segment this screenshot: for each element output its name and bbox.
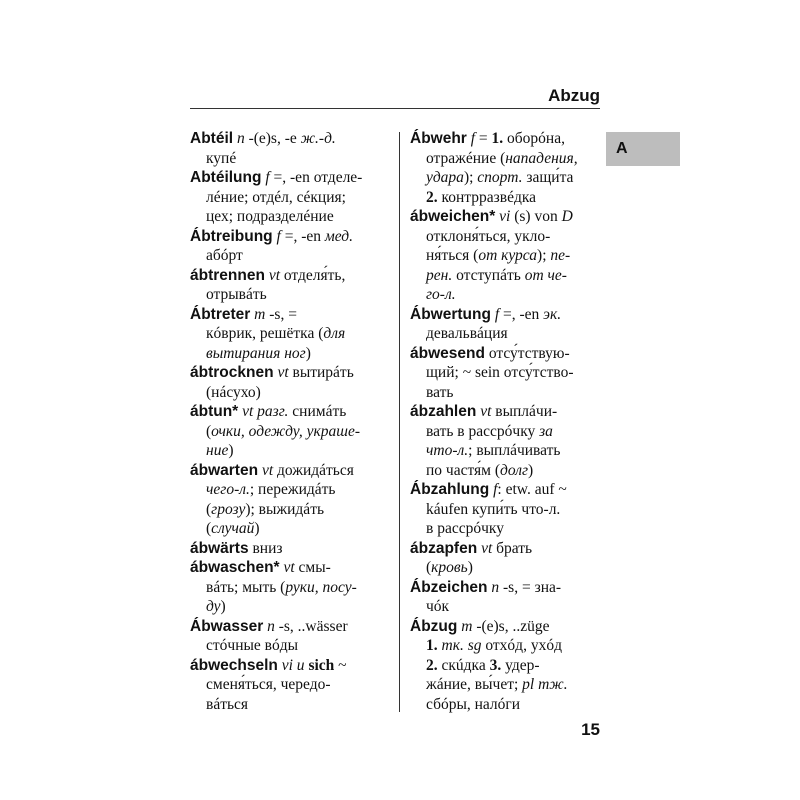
entry-text: n xyxy=(236,130,245,147)
entry-text: отделя́ть, xyxy=(280,266,346,284)
entry-text: жáние, вы́чет; xyxy=(426,676,523,693)
dictionary-entry xyxy=(410,305,602,344)
entry-headword: Abtéil xyxy=(190,130,234,147)
entry-headword: ábzapfen xyxy=(410,539,478,557)
entry-first-line xyxy=(190,363,388,383)
entry-first-line xyxy=(190,129,388,149)
entry-continuation-line xyxy=(410,383,602,403)
entry-text: тк. sg xyxy=(441,637,482,654)
entry-text: vt xyxy=(481,539,493,557)
entry-first-line xyxy=(410,305,602,325)
entry-continuation-line xyxy=(190,246,388,266)
entry-first-line xyxy=(410,207,602,227)
entry-text: пе- xyxy=(550,247,571,264)
dictionary-entry xyxy=(410,207,602,305)
entry-continuation-line xyxy=(410,656,602,676)
entry-continuation-line xyxy=(190,480,388,500)
entry-text: грозу xyxy=(211,500,246,518)
entry-text: что-л. xyxy=(426,442,469,459)
entry-text: =, -en отделе- xyxy=(269,169,363,186)
dictionary-entry xyxy=(190,168,388,227)
entry-continuation-line xyxy=(410,461,602,481)
entry-headword: ábwechseln xyxy=(190,656,278,674)
entry-continuation-line xyxy=(190,188,388,208)
entry-text: вниз xyxy=(248,539,283,557)
entry-text: =, -en xyxy=(499,305,544,323)
entry-text: f xyxy=(276,227,281,245)
dictionary-entry xyxy=(190,461,388,539)
entry-text: щий; ~ sein отсу́тство- xyxy=(426,364,574,381)
entry-continuation-line xyxy=(410,324,602,344)
entry-text: káufen купи́ть что-л. xyxy=(426,500,561,518)
entry-continuation-line xyxy=(410,168,602,188)
entry-continuation-line xyxy=(190,578,388,598)
header-rule xyxy=(190,108,600,109)
entry-text: отклоня́ться, укло- xyxy=(426,227,551,245)
entry-text: : etw. auf ~ xyxy=(497,481,567,498)
entry-headword: ábwarten xyxy=(190,461,259,479)
entry-text: купé xyxy=(206,149,237,167)
entry-text: =, -en xyxy=(280,227,325,245)
entry-continuation-line xyxy=(410,422,602,442)
entry-headword: Ábtreter xyxy=(190,305,251,323)
entry-first-line xyxy=(190,558,388,578)
entry-text: чего-л. xyxy=(206,481,250,498)
entry-text: удара xyxy=(426,169,464,186)
dictionary-entry xyxy=(190,617,388,656)
entry-continuation-line xyxy=(410,636,602,656)
entry-text: ( xyxy=(426,559,432,576)
entry-first-line xyxy=(190,227,388,247)
entry-continuation-line xyxy=(190,422,388,442)
entry-text: рен. xyxy=(426,266,453,284)
entry-text: ) xyxy=(528,461,534,479)
entry-text: вáться xyxy=(206,695,249,713)
entry-continuation-line xyxy=(190,441,388,461)
entry-text: ние xyxy=(206,442,229,459)
entry-first-line xyxy=(190,402,388,422)
entry-text: отражéние ( xyxy=(426,149,506,167)
dictionary-entry xyxy=(190,266,388,305)
entry-continuation-line xyxy=(410,558,602,578)
entry-text: за xyxy=(539,422,553,440)
dictionary-entry xyxy=(410,129,602,207)
entry-text: = xyxy=(475,130,492,147)
dictionary-entry xyxy=(190,363,388,402)
entry-text: очки, одежду, украше- xyxy=(211,422,361,440)
entry-text: эк. xyxy=(543,305,562,323)
entry-text: ж.-д. xyxy=(300,130,336,147)
entry-first-line xyxy=(410,578,602,598)
entry-headword: Ábtreibung xyxy=(190,227,273,245)
dictionary-entry xyxy=(190,227,388,266)
entry-text: скúдка xyxy=(437,656,490,674)
entry-text: (нáсухо) xyxy=(206,383,261,401)
entry-text: нападения, xyxy=(505,149,578,167)
entry-first-line xyxy=(190,617,388,637)
entry-first-line xyxy=(410,539,602,559)
entry-text: f xyxy=(494,305,500,323)
entry-continuation-line xyxy=(410,695,602,715)
entry-text: отступáть xyxy=(452,266,525,284)
dictionary-entry xyxy=(410,402,602,480)
entry-text: для xyxy=(323,325,346,342)
entry-text: мед. xyxy=(324,227,353,245)
entry-text: вать в рассрóчку xyxy=(426,422,540,440)
entry-headword: Ábzug xyxy=(410,617,458,635)
dictionary-entry xyxy=(190,402,388,461)
entry-text: 2. xyxy=(426,656,438,674)
entry-text: отхóд, ухóд xyxy=(481,637,562,654)
entry-text: vt xyxy=(261,461,274,479)
entry-text: 1. xyxy=(426,637,438,654)
entry-headword: Ábzeichen xyxy=(410,578,488,596)
entry-text: сменя́ться, чередо- xyxy=(206,676,331,693)
entry-first-line xyxy=(190,656,388,676)
entry-continuation-line xyxy=(410,441,602,461)
entry-text: 3. xyxy=(489,656,502,674)
entry-continuation-line xyxy=(190,207,388,227)
entry-text: -s, = xyxy=(265,305,297,323)
left-column xyxy=(190,129,388,714)
entry-text: ; пережидáть xyxy=(249,481,336,498)
entry-headword: ábtun* xyxy=(190,403,239,420)
entry-continuation-line xyxy=(190,149,388,169)
entry-first-line xyxy=(410,402,602,422)
entry-text: ) xyxy=(220,598,226,615)
entry-text: ( xyxy=(206,520,212,537)
entry-text: ( xyxy=(206,422,212,440)
entry-continuation-line xyxy=(410,675,602,695)
entry-text: в рассрóчку xyxy=(426,520,504,537)
entry-text: удер- xyxy=(501,656,540,674)
entry-text: выплáчи- xyxy=(491,403,558,420)
entry-first-line xyxy=(190,305,388,325)
dictionary-entry xyxy=(190,558,388,617)
entry-text: m xyxy=(254,305,266,323)
entry-text: ) xyxy=(228,442,234,459)
entry-text: от че- xyxy=(524,266,567,284)
dictionary-entry xyxy=(410,480,602,539)
entry-text: девальвáция xyxy=(426,325,508,342)
entry-text: sich xyxy=(308,656,335,674)
dictionary-entry xyxy=(410,617,602,715)
entry-text: от курса xyxy=(478,247,538,264)
entry-text: чóк xyxy=(426,598,450,615)
entry-text: отрывáть xyxy=(206,286,267,303)
entry-text: цех; подразделéние xyxy=(206,208,334,225)
entry-continuation-line xyxy=(190,285,388,305)
entry-text: вытирания ног xyxy=(206,344,306,362)
entry-headword: ábzahlen xyxy=(410,403,477,420)
entry-text: f xyxy=(265,169,270,186)
entry-text: кóврик, решётка ( xyxy=(206,325,324,342)
entry-headword: ábtrennen xyxy=(190,266,265,284)
entry-text: vt xyxy=(283,559,295,576)
entry-text: ) xyxy=(254,520,260,537)
entry-headword: ábwesend xyxy=(410,344,485,362)
entry-headword: ábwaschen* xyxy=(190,559,280,576)
entry-first-line xyxy=(410,344,602,364)
entry-text: снимáть xyxy=(288,403,347,420)
thumb-index-tab: A xyxy=(606,132,680,166)
entry-continuation-line xyxy=(190,383,388,403)
entry-text: n xyxy=(267,617,275,635)
entry-continuation-line xyxy=(410,149,602,169)
entry-text: вать xyxy=(426,383,454,401)
running-head: Abzug xyxy=(548,86,600,105)
entry-text: ~ xyxy=(334,656,347,674)
entry-continuation-line xyxy=(410,519,602,539)
entry-text: оборóна, xyxy=(503,130,565,147)
entry-text: ( xyxy=(206,500,212,518)
entry-text: го-л. xyxy=(426,286,456,303)
dictionary-entry xyxy=(190,656,388,715)
entry-text: ); xyxy=(463,169,478,186)
dictionary-entry xyxy=(190,539,388,559)
entry-text: vt разг. xyxy=(242,403,289,420)
entry-text: по частя́м ( xyxy=(426,461,501,479)
entry-first-line xyxy=(410,617,602,637)
entry-continuation-line xyxy=(190,636,388,656)
entry-first-line xyxy=(190,461,388,481)
entry-text: ); выжидáть xyxy=(245,500,325,518)
entry-continuation-line xyxy=(410,500,602,520)
entry-text: вытирáть xyxy=(288,364,354,381)
entry-continuation-line xyxy=(190,324,388,344)
entry-text: -(e)s, -e xyxy=(244,130,301,147)
dictionary-entry xyxy=(410,539,602,578)
entry-text: vt xyxy=(277,364,289,381)
entry-continuation-line xyxy=(410,363,602,383)
entry-continuation-line xyxy=(410,597,602,617)
entry-continuation-line xyxy=(410,227,602,247)
entry-headword: Ábwehr xyxy=(410,130,467,147)
entry-text: руки, посу- xyxy=(285,578,357,596)
entry-text: вáть; мыть ( xyxy=(206,578,286,596)
entry-text: vi xyxy=(499,208,511,225)
entry-headword: ábweichen* xyxy=(410,208,496,225)
entry-continuation-line xyxy=(190,519,388,539)
entry-text: f xyxy=(470,130,476,147)
entry-text: pl тж. xyxy=(522,676,568,693)
entry-headword: ábwärts xyxy=(190,539,249,557)
entry-text: брать xyxy=(492,539,533,557)
entry-text: ду xyxy=(206,598,221,615)
entry-text: кровь xyxy=(431,559,468,576)
entry-first-line xyxy=(410,480,602,500)
entry-text: лéние; отдéл, сéкция; xyxy=(206,188,346,206)
entry-text: спорт. xyxy=(477,169,523,186)
entry-continuation-line xyxy=(190,597,388,617)
page-number: 15 xyxy=(581,720,600,739)
entry-text: ) xyxy=(467,559,473,576)
entry-text: vt xyxy=(268,266,280,284)
entry-headword: Ábwasser xyxy=(190,617,264,635)
dictionary-entry xyxy=(190,129,388,168)
entry-text: сбóры, налóги xyxy=(426,695,521,713)
dictionary-entry xyxy=(410,578,602,617)
entry-text: контрразвéдка xyxy=(437,188,537,206)
entry-text: ; выплáчивать xyxy=(468,442,561,459)
entry-text: ня́ться ( xyxy=(426,247,479,264)
entry-text: vi u xyxy=(281,656,305,674)
entry-first-line xyxy=(190,266,388,286)
column-divider xyxy=(399,132,400,712)
entry-text: n xyxy=(491,578,500,596)
entry-text: m xyxy=(461,617,473,635)
entry-text: vt xyxy=(480,403,492,420)
entry-continuation-line xyxy=(410,266,602,286)
entry-text: отсу́тствую- xyxy=(484,344,570,362)
entry-continuation-line xyxy=(410,246,602,266)
entry-text: D xyxy=(561,208,573,225)
entry-text: -s, = знa- xyxy=(499,578,562,596)
entry-text: -(e)s, ..züge xyxy=(472,617,550,635)
entry-text: f xyxy=(493,481,498,498)
entry-continuation-line xyxy=(410,285,602,305)
entry-headword: ábtrocknen xyxy=(190,364,274,381)
entry-continuation-line xyxy=(190,500,388,520)
entry-text: ); xyxy=(537,247,551,264)
entry-headword: Abtéilung xyxy=(190,169,262,186)
entry-first-line xyxy=(190,168,388,188)
right-column xyxy=(410,129,602,714)
dictionary-entry xyxy=(190,305,388,364)
entry-text: стóчные вóды xyxy=(206,637,299,654)
entry-text: 1. xyxy=(491,130,504,147)
entry-continuation-line xyxy=(410,188,602,208)
entry-headword: Ábzahlung xyxy=(410,481,490,498)
entry-text: дожидáться xyxy=(273,461,354,479)
entry-continuation-line xyxy=(190,344,388,364)
entry-first-line xyxy=(410,129,602,149)
entry-text: смы- xyxy=(294,559,331,576)
entry-first-line xyxy=(190,539,388,559)
entry-text: ) xyxy=(305,344,311,362)
entry-continuation-line xyxy=(190,695,388,715)
entry-continuation-line xyxy=(190,675,388,695)
entry-headword: Ábwertung xyxy=(410,305,491,323)
entry-text: защи́та xyxy=(522,169,574,186)
dictionary-entry xyxy=(410,344,602,403)
entry-text: абóрт xyxy=(206,247,243,264)
entry-text: долг xyxy=(500,461,529,479)
entry-text: (s) von xyxy=(510,208,562,225)
entry-text: 2. xyxy=(426,188,438,206)
entry-text: -s, ..wässer xyxy=(274,617,348,635)
entry-text: случай xyxy=(211,520,255,537)
